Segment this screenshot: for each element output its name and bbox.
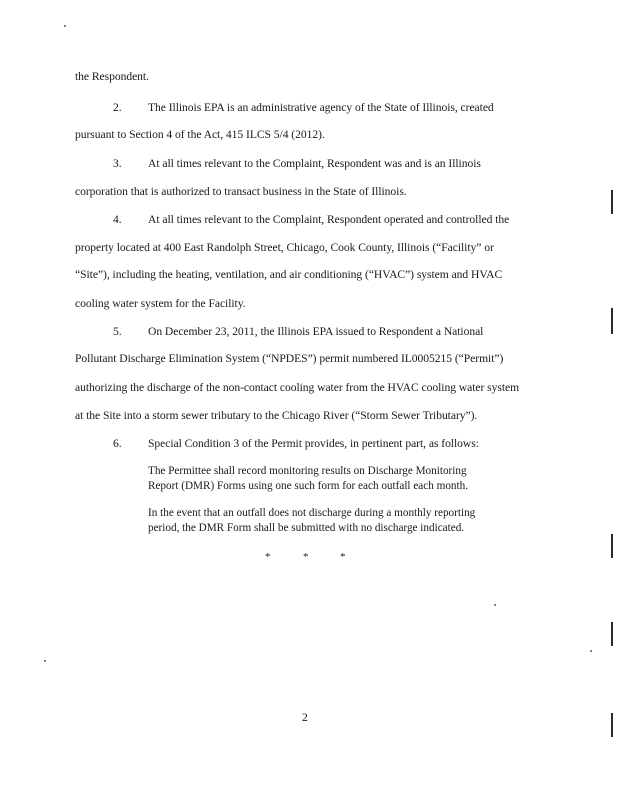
paragraph-line: Special Condition 3 of the Permit provides, in pertinent part, as follows: <box>148 437 479 450</box>
scan-mark <box>611 622 613 646</box>
paragraph-line: cooling water system for the Facility. <box>75 297 246 310</box>
paragraph-line: The Illinois EPA is an administrative agency of the State of Illinois, created <box>148 101 494 114</box>
block-quote-line: period, the DMR Form shall be submitted with no discharge indicated. <box>148 522 465 534</box>
paragraph-number: 6. <box>113 437 122 450</box>
paragraph-number: 5. <box>113 325 122 338</box>
ellipsis-star: * <box>265 551 271 563</box>
page-number: 2 <box>302 711 308 724</box>
scan-speck <box>64 25 66 27</box>
continuation-text: the Respondent. <box>75 70 149 83</box>
block-quote-line: In the event that an outfall does not discharge during a monthly reporting <box>148 507 476 519</box>
scan-mark <box>611 534 613 558</box>
scan-speck <box>44 660 46 662</box>
paragraph-number: 4. <box>113 213 122 226</box>
paragraph-line: “Site”), including the heating, ventilation, and air conditioning (“HVAC”) system and HVAC <box>75 268 503 281</box>
scan-mark <box>611 713 613 737</box>
paragraph-number: 3. <box>113 157 122 170</box>
paragraph-number: 2. <box>113 101 122 114</box>
block-quote-line: Report (DMR) Forms using one such form for each outfall each month. <box>148 480 469 492</box>
scan-mark <box>611 308 613 334</box>
paragraph-line: At all times relevant to the Complaint, Respondent operated and controlled the <box>148 213 510 226</box>
scan-speck <box>590 650 592 652</box>
paragraph-line: property located at 400 East Randolph Street, Chicago, Cook County, Illinois (“Facility” or <box>75 241 494 254</box>
ellipsis-star: * <box>340 551 346 563</box>
paragraph-line: pursuant to Section 4 of the Act, 415 ILCS 5/4 (2012). <box>75 128 325 141</box>
paragraph-line: On December 23, 2011, the Illinois EPA issued to Respondent a National <box>148 325 484 338</box>
scan-speck <box>494 604 496 606</box>
paragraph-line: Pollutant Discharge Elimination System (“NPDES”) permit numbered IL0005215 (“Permit”) <box>75 352 504 365</box>
ellipsis-star: * <box>303 551 309 563</box>
scan-mark <box>611 190 613 214</box>
paragraph-line: authorizing the discharge of the non-contact cooling water from the HVAC cooling water system <box>75 381 520 394</box>
paragraph-line: corporation that is authorized to transact business in the State of Illinois. <box>75 185 407 198</box>
block-quote-line: The Permittee shall record monitoring results on Discharge Monitoring <box>148 465 467 477</box>
paragraph-line: At all times relevant to the Complaint, Respondent was and is an Illinois <box>148 157 481 170</box>
paragraph-line: at the Site into a storm sewer tributary to the Chicago River (“Storm Sewer Tributary”). <box>75 409 478 422</box>
